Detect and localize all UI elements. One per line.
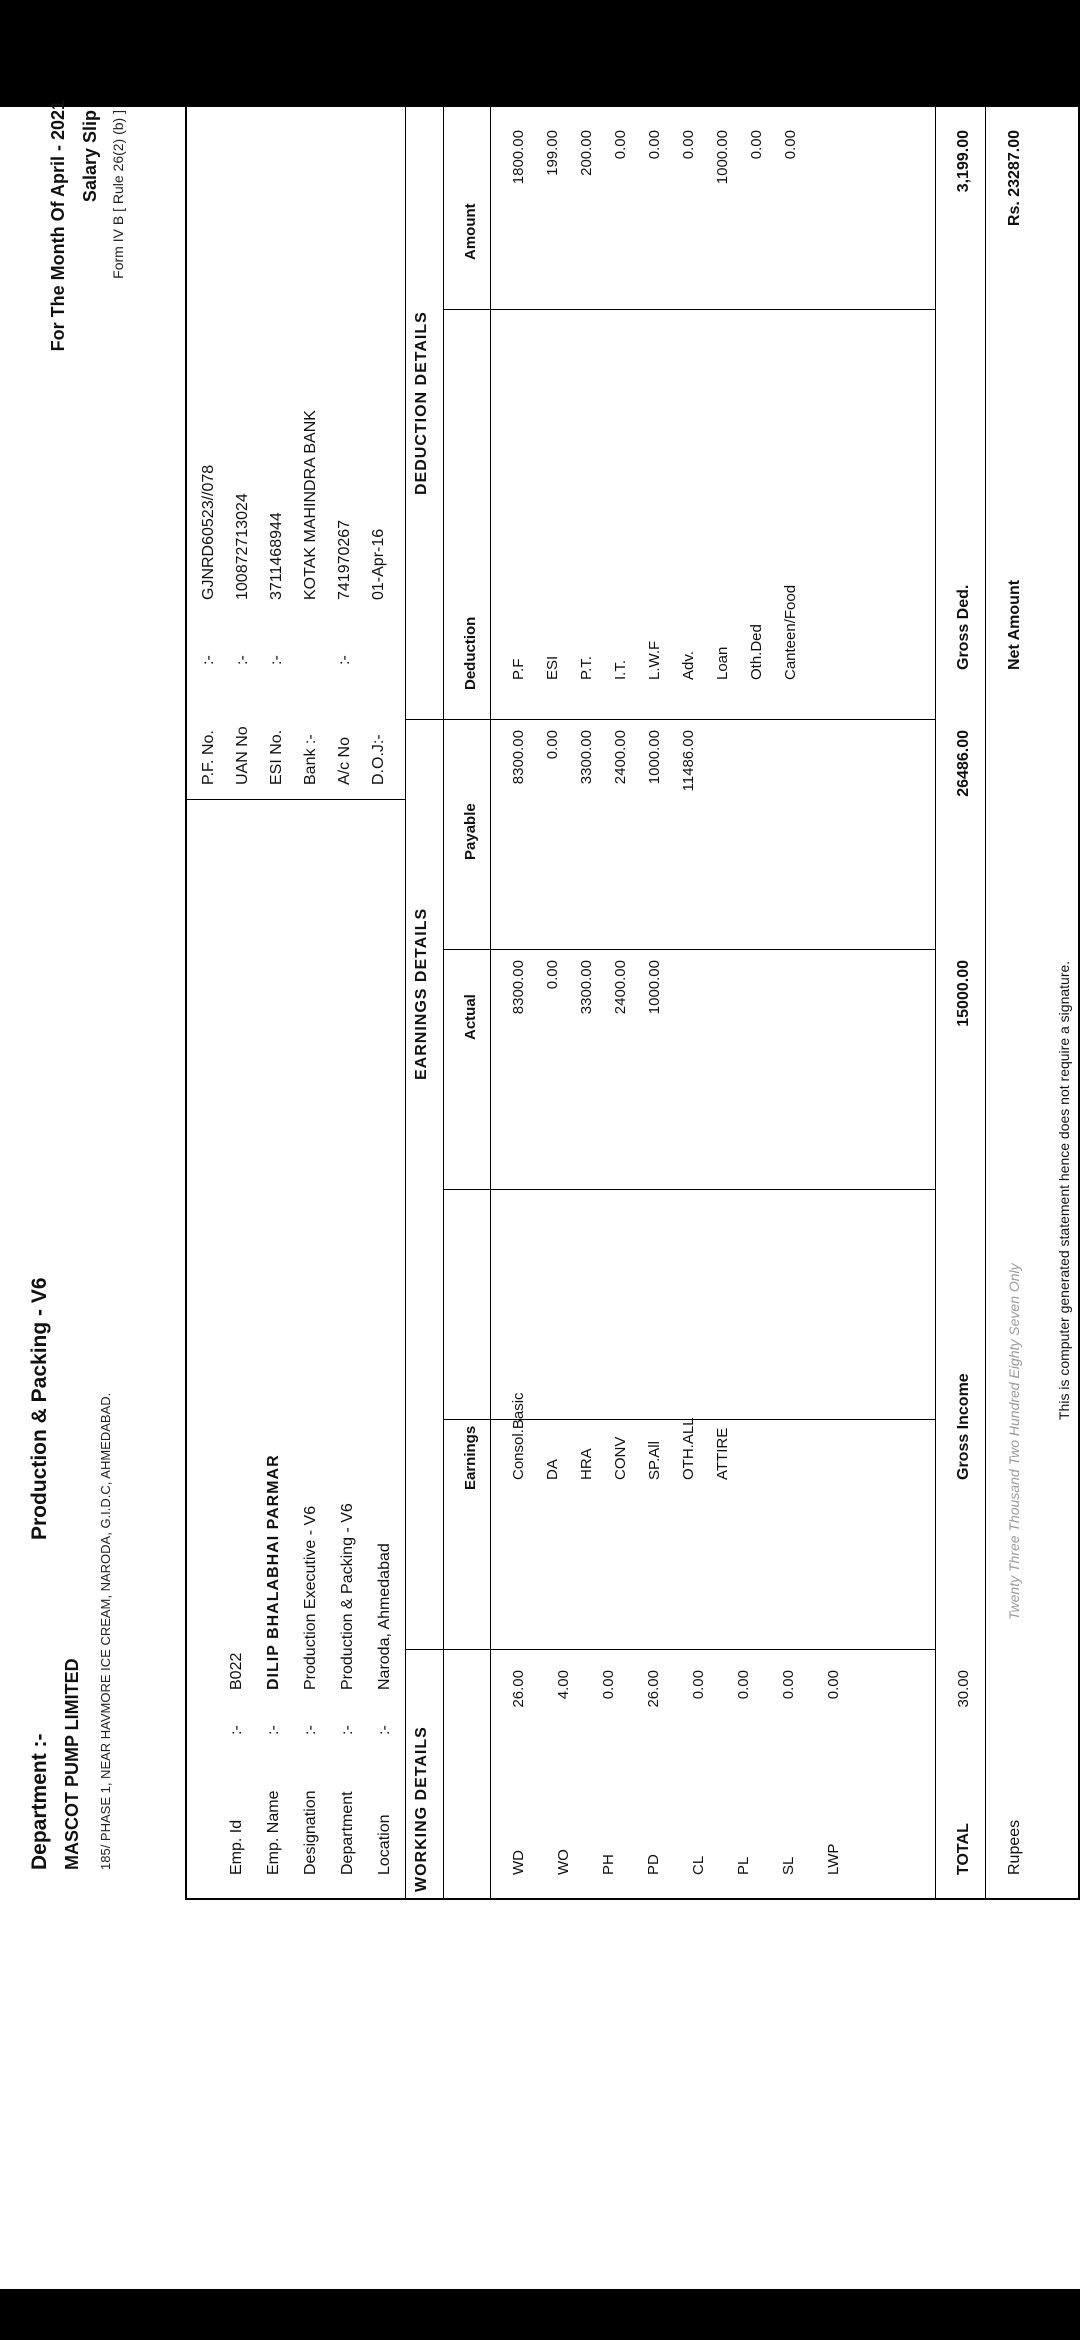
earning-name: OTH.ALL: [680, 1417, 697, 1480]
slip-title: Salary Slip: [80, 110, 100, 203]
department-label: Department :-: [28, 1733, 51, 1870]
deduction-amount: 0.00: [646, 130, 663, 160]
earning-payable: 11486.00: [680, 730, 697, 792]
col-earnings: Earnings: [462, 1425, 479, 1490]
col-payable: Payable: [462, 803, 479, 860]
working-value: 26.00: [645, 1670, 662, 1708]
working-code: WD: [510, 1850, 527, 1875]
deduction-amount: 0.00: [680, 130, 697, 160]
earning-name: ATTIRE: [714, 1427, 731, 1480]
amount-in-words: Twenty Three Thousand Two Hundred Eighty Seven Only: [1006, 1263, 1022, 1620]
salary-slip-document: [0, 100, 1080, 1900]
gross-actual: 15000.00: [955, 960, 972, 1027]
earning-payable: 3300.00: [578, 730, 595, 785]
emp-field-label: P.F. No.: [200, 730, 217, 785]
working-details-heading: WORKING DETAILS: [413, 1726, 430, 1892]
earning-payable: 2400.00: [612, 730, 629, 785]
working-code: PD: [645, 1854, 662, 1875]
net-amount-label: Net Amount: [1006, 579, 1023, 670]
working-code: SL: [780, 1856, 797, 1875]
emp-field-sep: :-: [302, 1725, 319, 1735]
earning-name: CONV: [612, 1436, 629, 1480]
emp-field-value: 01-Apr-16: [370, 528, 387, 600]
section-header-rule: [443, 98, 444, 1900]
payable-deduction-divider: [443, 949, 935, 950]
emp-field-value: 741970267: [336, 519, 353, 600]
col-amount: Amount: [462, 203, 479, 260]
totals-top-rule: [935, 98, 936, 1900]
emp-field-value: Naroda, Ahmedabad: [376, 1543, 393, 1690]
working-value: 26.00: [510, 1670, 527, 1708]
deduction-amount: 199.00: [544, 130, 561, 176]
emp-field-value: GJNRD60523//078: [200, 464, 217, 600]
emp-field-label: A/c No: [336, 736, 353, 785]
actual-payable-divider: [443, 1189, 935, 1190]
emp-field-label: D.O.J:-: [370, 734, 387, 785]
earning-name: DA: [544, 1459, 561, 1480]
emp-field-sep: :-: [268, 655, 285, 665]
deduction-amount: 1000.00: [714, 130, 731, 185]
earning-name: SP.All: [646, 1441, 663, 1480]
working-code: PL: [735, 1856, 752, 1875]
earnings-details-heading: EARNINGS DETAILS: [413, 907, 430, 1080]
status-bar: [0, 0, 1080, 107]
earning-actual: 0.00: [544, 960, 561, 990]
gross-ded-value: 3,199.00: [955, 130, 972, 193]
earning-actual: 3300.00: [578, 960, 595, 1015]
earning-actual: 2400.00: [612, 960, 629, 1015]
emp-field-label: Department: [339, 1791, 356, 1875]
total-label: TOTAL: [955, 1823, 972, 1875]
working-value: 4.00: [555, 1670, 572, 1700]
emp-field-sep: :-: [265, 1725, 282, 1735]
company-address: 185/ PHASE 1, NEAR HAVMORE ICE CREAM, NARODA, G.I.D.C, AHMEDABAD.: [98, 1392, 113, 1870]
earnings-deduction-divider: [405, 719, 935, 720]
deduction-details-heading: DEDUCTION DETAILS: [413, 311, 430, 495]
emp-field-value: Production & Packing - V6: [339, 1503, 356, 1690]
working-code: CL: [690, 1855, 707, 1875]
deduction-amount-divider: [443, 309, 935, 310]
deduction-amount: 0.00: [782, 130, 799, 160]
deduction-name: Loan: [714, 646, 731, 680]
col-actual: Actual: [462, 994, 479, 1040]
pay-period: For The Month Of April - 2021: [48, 100, 68, 352]
emp-field-sep: :-: [200, 655, 217, 665]
working-value: 0.00: [735, 1670, 752, 1700]
earning-actual: 8300.00: [510, 960, 527, 1015]
emp-field-label: Emp. Id: [228, 1819, 245, 1875]
deduction-name: P.T.: [578, 656, 595, 680]
working-value: 0.00: [690, 1670, 707, 1700]
emp-field-value: B022: [228, 1652, 245, 1690]
emp-field-label: ESI No.: [268, 729, 285, 785]
emp-field-sep: :-: [376, 1725, 393, 1735]
emp-field-sep: :-: [339, 1725, 356, 1735]
working-code: PH: [600, 1854, 617, 1875]
emp-field-label: Location: [376, 1814, 393, 1875]
deduction-name: P.F: [510, 658, 527, 680]
total-days: 30.00: [955, 1670, 972, 1708]
emp-field-label: Bank :-: [302, 734, 319, 785]
earning-payable: 0.00: [544, 730, 561, 760]
emp-field-sep: :-: [336, 655, 353, 665]
deduction-name: Oth.Ded: [748, 624, 765, 680]
emp-field-value: 3711468944: [268, 512, 285, 600]
footer-note: This is computer generated statement hence does not require a signature.: [1056, 960, 1072, 1420]
emp-field-value: Production Executive - V6: [302, 1505, 319, 1690]
working-value: 0.00: [600, 1670, 617, 1700]
earning-name: Consol.Basic: [510, 1392, 527, 1480]
emp-field-value: 100872713024: [234, 493, 251, 600]
deduction-name: Canteen/Food: [782, 584, 799, 680]
department-title: Production & Packing - V6: [28, 1277, 51, 1540]
deduction-amount: 200.00: [578, 130, 595, 176]
working-earnings-divider: [405, 1649, 935, 1650]
section-top-rule: [405, 98, 406, 1900]
rupees-label: Rupees: [1006, 1819, 1023, 1875]
working-value: 0.00: [780, 1670, 797, 1700]
deduction-amount: 1800.00: [510, 130, 527, 185]
working-code: WO: [555, 1849, 572, 1875]
working-value: 0.00: [825, 1670, 842, 1700]
deduction-amount: 0.00: [748, 130, 765, 160]
emp-field-value: KOTAK MAHINDRA BANK: [302, 410, 319, 600]
earning-payable: 8300.00: [510, 730, 527, 785]
deduction-name: Adv.: [680, 651, 697, 680]
emp-field-value: DILIP BHALABHAI PARMAR: [265, 1454, 282, 1690]
earning-name: HRA: [578, 1448, 595, 1480]
column-header-rule: [490, 98, 491, 1900]
working-code: LWP: [825, 1843, 842, 1875]
deduction-name: I.T.: [612, 659, 629, 680]
info-divider: [185, 799, 405, 800]
gross-ded-label: Gross Ded.: [955, 584, 972, 670]
form-reference: Form IV B [ Rule 26(2) (b) ]: [110, 110, 126, 279]
gross-payable: 26486.00: [955, 730, 972, 797]
deduction-name: ESI: [544, 655, 561, 680]
col-deduction: Deduction: [462, 616, 479, 690]
deduction-amount: 0.00: [612, 130, 629, 160]
emp-field-label: UAN No: [234, 726, 251, 785]
earning-actual: 1000.00: [646, 960, 663, 1015]
navigation-bar: [0, 2289, 1080, 2340]
net-top-rule: [985, 98, 986, 1900]
emp-field-sep: :-: [228, 1725, 245, 1735]
earning-payable: 1000.00: [646, 730, 663, 785]
emp-field-sep: :-: [234, 655, 251, 665]
net-amount-value: Rs. 23287.00: [1006, 130, 1023, 227]
deduction-name: L.W.F: [646, 640, 663, 680]
emp-field-label: Designation: [302, 1790, 319, 1875]
gross-income-label: Gross Income: [955, 1373, 972, 1480]
company-name: MASCOT PUMP LIMITED: [62, 1658, 82, 1870]
emp-field-label: Emp. Name: [265, 1790, 282, 1875]
